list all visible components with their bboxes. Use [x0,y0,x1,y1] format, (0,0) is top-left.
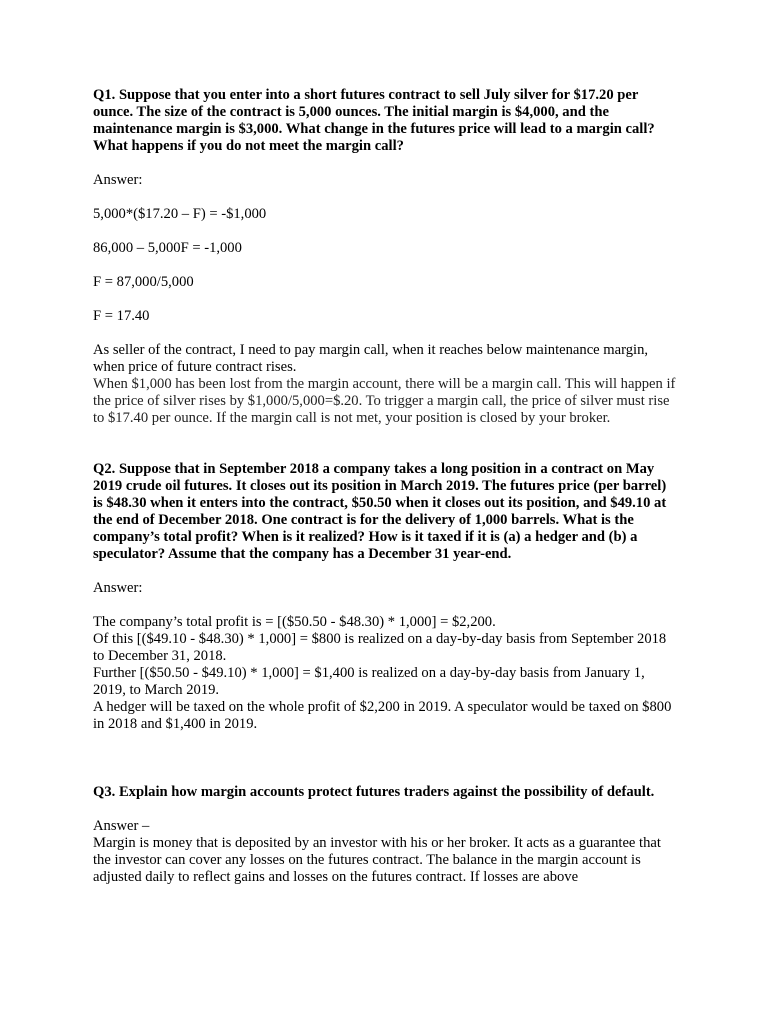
equation-1: 5,000*($17.20 – F) = -$1,000 [93,206,267,222]
answer-label-3: Answer – [93,818,150,834]
answer-1-paragraph-1: As seller of the contract, I need to pay margin call, when it reaches below maintenance margin, when price of future contract rises. [93,342,649,375]
answer-2-line-2: Of this [($49.10 - $48.30) * 1,000] = $800 is realized on a day-by-day basis from September 2018 to December 31, 2018. [93,631,667,664]
answer-3-paragraph-1: Margin is money that is deposited by an investor with his or her broker. It acts as a guarantee that the investor can cover any losses on the futures contract. The balance in the margin account is adjusted daily to reflect gains and losses on the futures contract. If losses are above [93,835,661,885]
question-3: Q3. Explain how margin accounts protect futures traders against the possibility of default. [93,784,655,800]
answer-2-line-4: A hedger will be taxed on the whole profit of $2,200 in 2019. A speculator would be taxed on $800 in 2018 and $1,400 in 2019. [93,699,672,732]
equation-3: F = 87,000/5,000 [93,274,194,290]
answer-2-line-3: Further [($50.50 - $49.10) * 1,000] = $1,400 is realized on a day-by-day basis from January 1, 2019, to March 2019. [93,665,645,698]
answer-2-line-1: The company’s total profit is = [($50.50 - $48.30) * 1,000] = $2,200. [93,614,496,630]
answer-label-2: Answer: [93,580,143,596]
question-1: Q1. Suppose that you enter into a short futures contract to sell July silver for $17.20 per ounce. The size of the contract is 5,000 ounces. The initial margin is $4,000, and the maintenance margin is $3,000. What change in the futures price will lead to a margin call? What happens if you do not meet the margin call? [93,87,655,154]
answer-label-1: Answer: [93,172,143,188]
equation-4: F = 17.40 [93,308,150,324]
document-page [93,87,679,886]
question-2: Q2. Suppose that in September 2018 a company takes a long position in a contract on May 2019 crude oil futures. It closes out its position in March 2019. The futures price (per barrel) is $48.30 when it enters into the contract, $50.50 when it closes out its position, and $49.10 at the end of December 2018. One contract is for the delivery of 1,000 barrels. What is the company’s total profit? When is it realized? How is it taxed if it is (a) a hedger and (b) a speculator? Assume that the company has a December 31 year-end. [93,461,667,562]
answer-1-paragraph-2: When $1,000 has been lost from the margin account, there will be a margin call. This will happen if the price of silver rises by $1,000/5,000=$.20. To trigger a margin call, the price of silver must rise to $17.40 per ounce. If the margin call is not met, your position is closed by your broker. [93,376,676,426]
equation-2: 86,000 – 5,000F = -1,000 [93,240,242,256]
